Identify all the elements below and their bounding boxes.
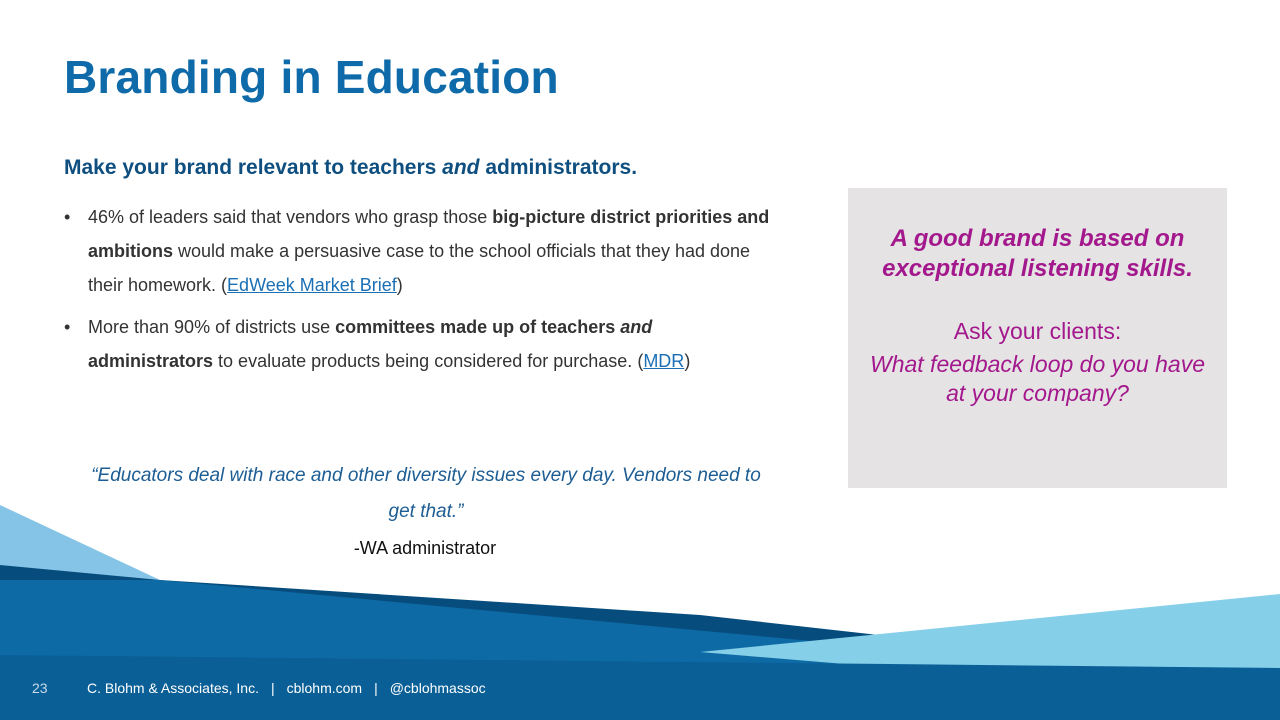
bullet-marker: • — [64, 207, 71, 227]
callout-heading: A good brand is based on exceptional listening skills. — [882, 225, 1193, 282]
footer-website: cblohm.com — [286, 680, 363, 696]
slide-subtitle — [64, 156, 637, 180]
subtitle-text-before: Make your brand relevant to teachers — [64, 156, 443, 179]
bullet-bold-text: administrators — [88, 351, 214, 371]
callout-prompt: Ask your clients: — [953, 318, 1122, 344]
subtitle-text-after: administrators. — [479, 156, 638, 179]
footer-social-handle: @cblohmassoc — [389, 680, 486, 696]
educator-quote: “Educators deal with race and other diversity issues every day. Vendors need to get that.” — [91, 465, 761, 522]
bullet-text: would make a persuasive case to the school officials that they had done their homework. ( — [88, 241, 751, 295]
bullet-list — [64, 200, 776, 386]
subtitle-emphasis: and — [442, 156, 480, 179]
bullet-bold-italic-text: and — [620, 317, 653, 337]
footer-separator: | — [270, 680, 275, 696]
callout-question: What feedback loop do you have at your company? — [869, 351, 1205, 406]
bullet-text: More than 90% of districts use — [88, 317, 336, 337]
bullet-text: ) — [396, 275, 403, 295]
slide-number: 23 — [32, 680, 48, 696]
edweek-market-brief-link[interactable]: EdWeek Market Brief — [227, 275, 397, 295]
footer-separator: | — [374, 680, 378, 696]
footer-credits — [87, 680, 486, 696]
footer-company: C. Blohm & Associates, Inc. — [87, 680, 259, 696]
bullet-text: to evaluate products being considered for purchase. ( — [213, 351, 644, 371]
bullet-text: 46% of leaders said that vendors who grasp those — [88, 207, 493, 227]
mdr-link[interactable]: MDR — [643, 351, 685, 371]
bullet-marker: • — [64, 317, 71, 337]
bullet-bold-text: big-picture district priorities and ambitions — [88, 207, 770, 261]
bullet-bold-text: committees made up of teachers — [335, 317, 621, 337]
bullet-text: ) — [684, 351, 691, 371]
callout-box — [848, 188, 1227, 488]
bullet-item-committees — [64, 310, 776, 378]
quote-attribution: -WA administrator — [353, 538, 497, 558]
slide-title: Branding in Education — [64, 51, 559, 103]
bullet-item-leaders — [64, 200, 776, 302]
slide-footer — [0, 676, 1280, 700]
